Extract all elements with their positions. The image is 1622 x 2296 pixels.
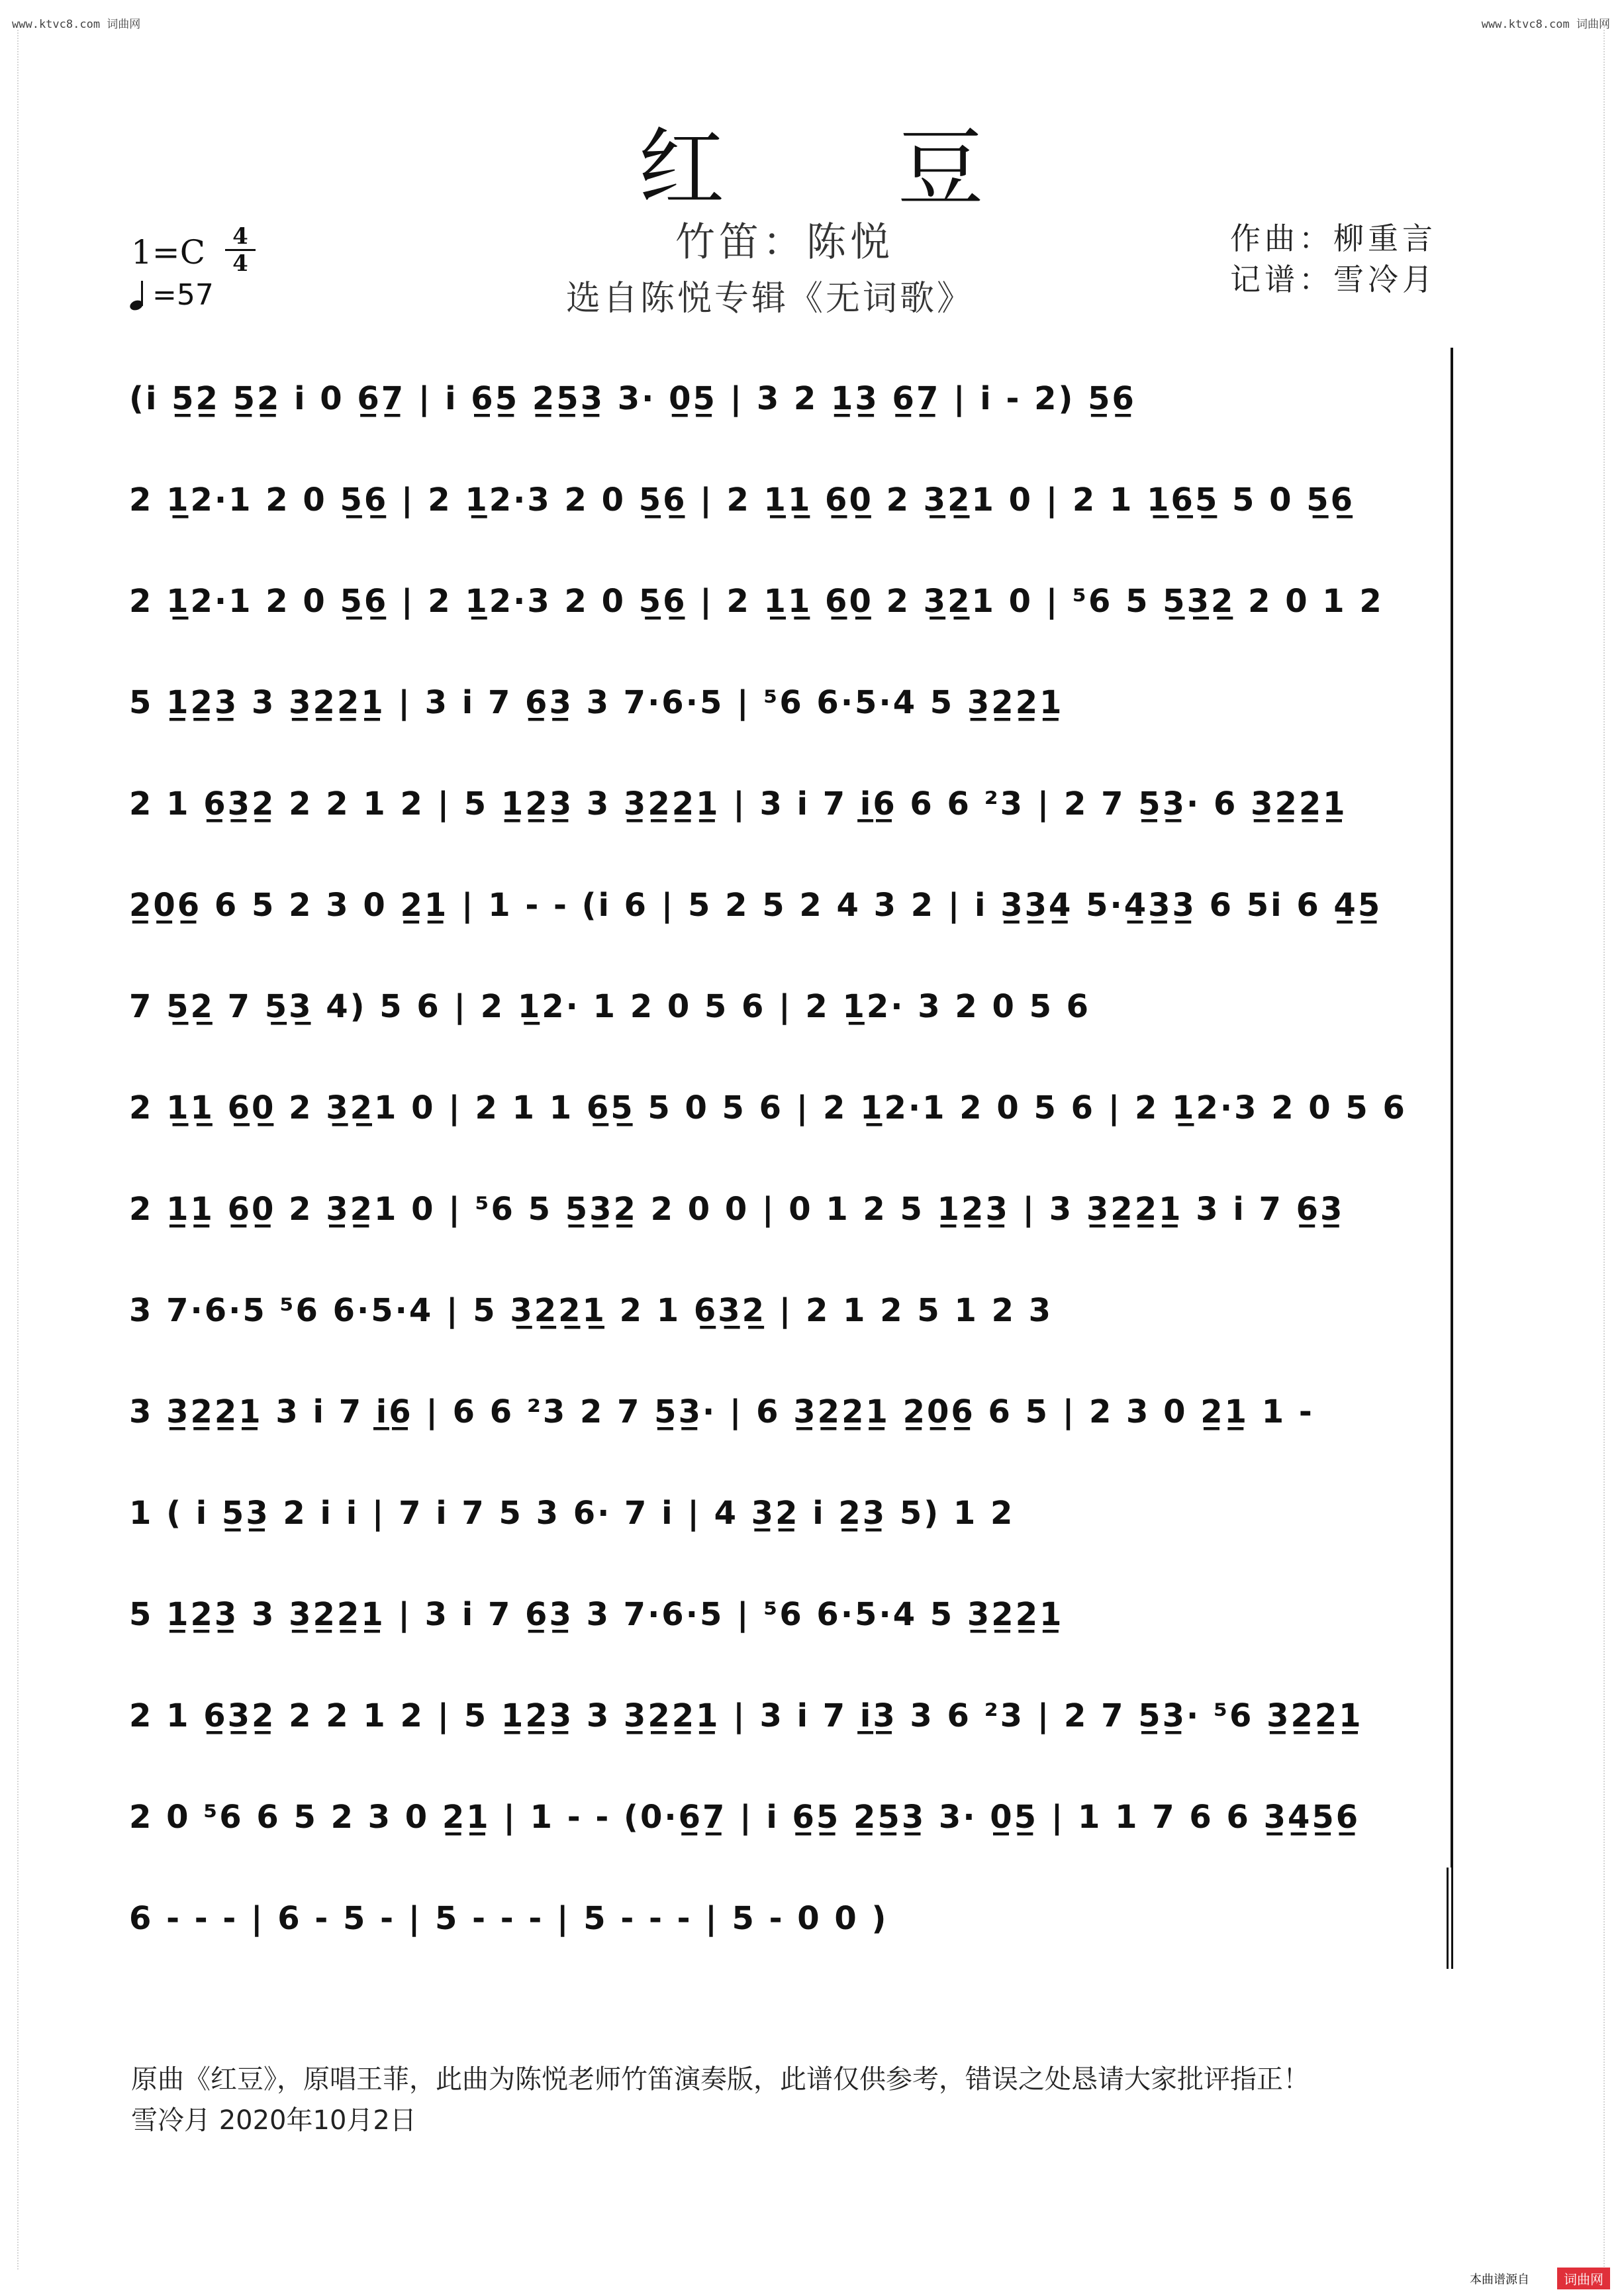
right-margin-strip: [1603, 26, 1619, 2270]
score-line: 2 1̲1̲ 6̲0̲ 2 3̲2̲1 0 | 2 1 1 6̲5̲ 5 0 5 6 | 2 1̲2·1 2 0 5 6 | 2 1̲2·3 2 0 5 6: [129, 1057, 1453, 1158]
score-line: 2̲0̲6̲ 6 5 2 3 0 2̲1̲ | 1 - - (i 6 | 5 2 5 2 4 3 2 | i 3̲3̲4̲ 5·4̲3̲3̲ 6 5i 6 4̲5̲: [129, 854, 1453, 956]
score-line: 2 1 6̲3̲2̲ 2 2 1 2 | 5 1̲2̲3̲ 3 3̲2̲2̲1̲ | 3 i 7 i̲3̲ 3 6 ²3 | 2 7 5̲3̲· ⁵6 3̲2̲2̲1̲: [129, 1665, 1453, 1766]
watermark-left: www.ktvc8.com 词曲网: [12, 18, 141, 31]
score: [129, 348, 1453, 1969]
score-line: 2 0 ⁵6 6 5 2 3 0 2̲1̲ | 1 - - (0·6̲7̲ | i 6̲5̲ 2̲5̲3̲ 3· 0̲5̲ | 1 1 7 6 6 3̲4̲5̲6̲: [129, 1766, 1453, 1868]
footer-signature: 雪冷月 2020年10月2日: [131, 2105, 416, 2136]
watermark-right: www.ktvc8.com 词曲网: [1481, 18, 1610, 31]
score-line: 2 1̲2·1 2 0 5̲6̲ | 2 1̲2·3 2 0 5̲6̲ | 2 1̲1̲ 6̲0̲ 2 3̲2̲1 0 | 2 1 1̲6̲5̲ 5 0 5̲6̲: [129, 449, 1453, 550]
album-label: 选自陈悦专辑《无词歌》: [566, 279, 975, 319]
song-title: 红 豆: [638, 118, 1057, 219]
source-label: 本曲谱源自: [1470, 2273, 1529, 2287]
score-line: 5 1̲2̲3̲ 3 3̲2̲2̲1̲ | 3 i 7 6̲3̲ 3 7·6·5 | ⁵6 6·5·4 5 3̲2̲2̲1̲: [129, 652, 1453, 753]
tempo-marking: [130, 278, 214, 312]
score-line: 1 ( i 5̲3̲ 2 i i | 7 i 7 5 3 6· 7 i | 4 3̲2̲ i 2̲3̲ 5) 1 2: [129, 1462, 1453, 1564]
footer-note: 原曲《红豆》，原唱王菲，此曲为陈悦老师竹笛演奏版，此谱仅供参考，错误之处恳请大家批评指正！: [131, 2064, 1310, 2095]
notator-label: 记谱：雪冷月: [1230, 262, 1437, 297]
score-line: 7 5̲2̲ 7 5̲3̲ 4) 5 6 | 2 1̲2· 1 2 0 5 6 | 2 1̲2· 3 2 0 5 6: [129, 956, 1453, 1057]
tempo-value: =57: [152, 278, 214, 312]
left-margin-strip: [3, 26, 19, 2270]
score-line: 2 1 6̲3̲2̲ 2 2 1 2 | 5 1̲2̲3̲ 3 3̲2̲2̲1̲ | 3 i 7 i̲6̲ 6 6 ²3 | 2 7 5̲3̲· 6 3̲2̲2̲1̲: [129, 753, 1453, 854]
key-signature: 1=C: [131, 233, 205, 272]
composer-label: 作曲：柳重言: [1230, 221, 1437, 256]
score-line: 5 1̲2̲3̲ 3 3̲2̲2̲1̲ | 3 i 7 6̲3̲ 3 7·6·5 | ⁵6 6·5·4 5 3̲2̲2̲1̲: [129, 1564, 1453, 1665]
score-line: 3 7·6·5 ⁵6 6·5·4 | 5 3̲2̲2̲1̲ 2 1 6̲3̲2̲ | 2 1 2 5 1 2 3: [129, 1260, 1453, 1361]
score-line: 2 1̲1̲ 6̲0̲ 2 3̲2̲1 0 | ⁵6 5 5̲3̲2̲ 2 0 0 | 0 1 2 5 1̲2̲3̲ | 3 3̲2̲2̲1̲ 3 i 7 6̲3̲: [129, 1158, 1453, 1260]
score-line: 3 3̲2̲2̲1̲ 3 i 7 i̲6̲ | 6 6 ²3 2 7 5̲3̲· | 6 3̲2̲2̲1̲ 2̲0̲6̲ 6 5 | 2 3 0 2̲1̲ 1 -: [129, 1361, 1453, 1462]
time-signature: [225, 225, 256, 275]
score-line: 2 1̲2·1 2 0 5̲6̲ | 2 1̲2·3 2 0 5̲6̲ | 2 1̲1̲ 6̲0̲ 2 3̲2̲1 0 | ⁵6 5 5̲3̲2̲ 2 0 1 2: [129, 550, 1453, 652]
time-signature-top: 4: [232, 223, 248, 250]
score-line: (i 5̲2̲ 5̲2̲ i 0 6̲7̲ | i 6̲5̲ 2̲5̲3̲ 3· 0̲5̲ | 3 2 1̲3̲ 6̲7̲ | i - 2) 5̲6̲: [129, 348, 1453, 449]
score-line-final: 6 - - - | 6 - 5 - | 5 - - - | 5 - - - | 5 - 0 0 ): [129, 1868, 1453, 1969]
time-signature-bottom: 4: [232, 250, 248, 277]
source-brand-logo[interactable]: 词曲网: [1557, 2268, 1610, 2289]
performer-label: 竹笛：陈悦: [675, 219, 894, 266]
quarter-note-icon: [130, 281, 147, 310]
